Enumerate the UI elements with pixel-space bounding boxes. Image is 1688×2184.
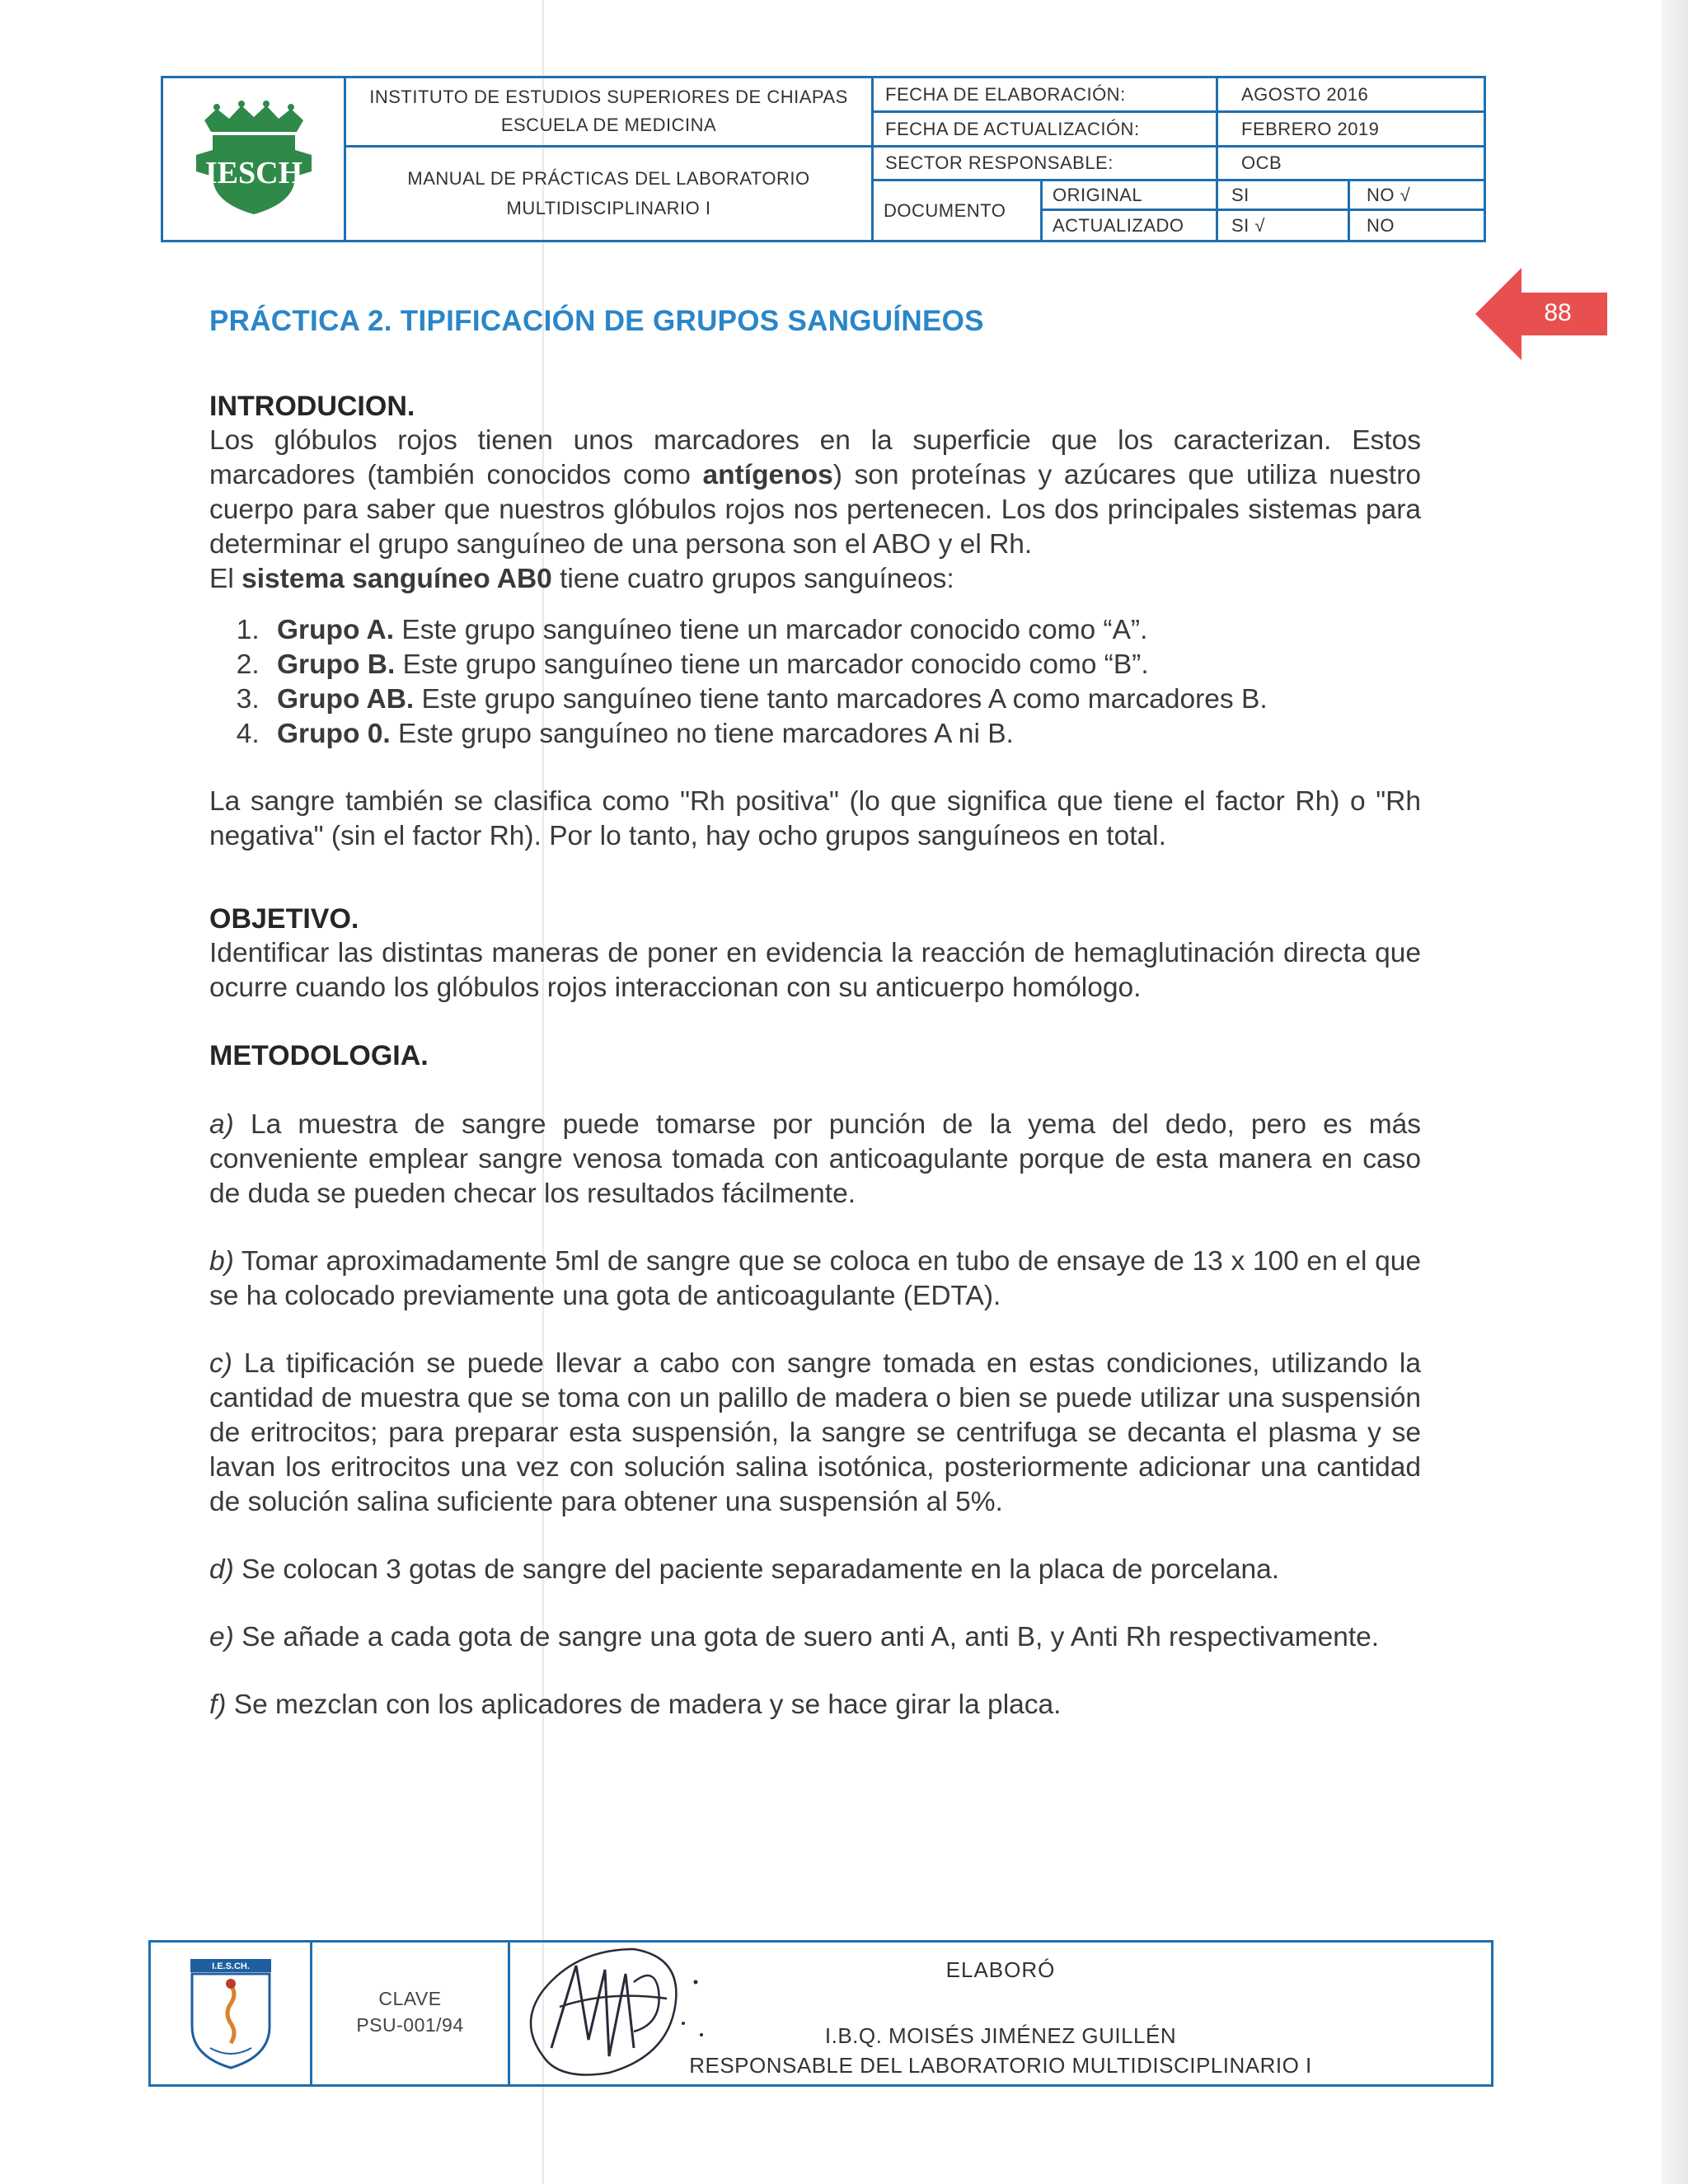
actualizado-no: NO <box>1367 214 1395 236</box>
metodologia-heading: METODOLOGIA. <box>209 1040 429 1071</box>
row-original <box>1043 181 1484 211</box>
row-fecha-elaboracion <box>874 78 1484 113</box>
original-no: NO √ <box>1367 184 1411 205</box>
method-step-f: f) Se mezclan con los aplicadores de madera y se hace girar la placa. <box>209 1690 1062 1720</box>
header-info-grid <box>874 78 1484 240</box>
crest-shield-icon <box>185 1956 276 2071</box>
sector-label: SECTOR RESPONSABLE: <box>874 148 1218 179</box>
fecha-elaboracion-value: AGOSTO 2016 <box>1241 83 1369 105</box>
clave-cell <box>312 1943 510 2084</box>
iesch-logo-icon <box>188 97 320 221</box>
iesch-logo <box>163 78 346 240</box>
document-body <box>209 305 1421 1722</box>
practice-title: PRÁCTICA 2. TIPIFICACIÓN DE GRUPOS SANGUÍNEOS <box>209 305 984 337</box>
original-label: ORIGINAL <box>1043 181 1218 209</box>
row-actualizado <box>1043 211 1484 240</box>
author-name: I.B.Q. MOISÉS JIMÉNEZ GUILLÉN <box>824 2023 1177 2048</box>
institute-name <box>346 78 874 148</box>
document-header-table <box>161 76 1486 242</box>
signature-cell <box>510 1943 1491 2084</box>
original-si: SI <box>1218 181 1350 209</box>
institute-line-1: INSTITUTO DE ESTUDIOS SUPERIORES DE CHIAPAS <box>369 87 848 107</box>
elaboro-label: ELABORÓ <box>945 1957 1056 1982</box>
svg-text:IESCH: IESCH <box>204 156 302 190</box>
method-step-b: b) Tomar aproximadamente 5ml de sangre que se coloca en tubo de ensaye de 13 x 100 en el que se ha colocado previamente una gota de anticoagulante (EDTA). <box>209 1246 1421 1311</box>
clave-value: PSU-001/94 <box>356 2014 464 2036</box>
objetivo-heading: OBJETIVO. <box>209 903 359 935</box>
method-step-c: c) La tipificación se puede llevar a cabo con sangre tomada en estas condiciones, utilizando la cantidad de muestra que se toma con un palillo de madera o bien se puede utilizar una suspensión de eritrocitos; para preparar esta suspensión, la sangre se centrifuga se decanta el plasma y se lavan los eritrocitos una vez con solución salina isotónica, posteriormente adicionar una cantidad de solución salina suficiente para obtener una suspensión al 5%. <box>209 1348 1421 1517</box>
objetivo-text: Identificar las distintas maneras de poner en evidencia la reacción de hemaglutinación directa que ocurre cuando los glóbulos rojos interaccionan con su anticuerpo homólogo. <box>209 938 1421 1003</box>
manual-name <box>346 148 874 240</box>
fecha-actualizacion-value: FEBRERO 2019 <box>1241 118 1380 139</box>
document-footer-table <box>148 1940 1493 2087</box>
intro-paragraph-2: El sistema sanguíneo AB0 tiene cuatro grupos sanguíneos: <box>209 564 954 594</box>
abo-system-term: sistema sanguíneo AB0 <box>241 564 552 594</box>
list-item: 4. Grupo 0. Este grupo sanguíneo no tiene marcadores A ni B. <box>267 717 1421 752</box>
list-item: 1. Grupo A. Este grupo sanguíneo tiene un marcador conocido como “A”. <box>267 613 1421 648</box>
fecha-elaboracion-label: FECHA DE ELABORACIÓN: <box>874 78 1218 110</box>
clave-label: CLAVE <box>378 1988 442 2009</box>
method-step-e: e) Se añade a cada gota de sangre una gota de suero anti A, anti B, y Anti Rh respectivamente. <box>209 1622 1380 1652</box>
method-step-d: d) Se colocan 3 gotas de sangre del paciente separadamente en la placa de porcelana. <box>209 1554 1280 1585</box>
author-role: RESPONSABLE DEL LABORATORIO MULTIDISCIPLINARIO I <box>689 2053 1312 2078</box>
actualizado-si: SI √ <box>1218 211 1350 240</box>
svg-text:I.E.S.CH.: I.E.S.CH. <box>211 1961 250 1971</box>
page-number: 88 <box>1544 299 1572 326</box>
antigenos-term: antígenos <box>702 460 833 490</box>
list-item: 2. Grupo B. Este grupo sanguíneo tiene un marcador conocido como “B”. <box>267 648 1421 682</box>
method-step-a: a) La muestra de sangre puede tomarse por punción de la yema del dedo, pero es más conveniente emplear sangre venosa tomada con anticoagulante porque de esta manera en caso de duda se pueden checar los resultados fácilmente. <box>209 1109 1421 1209</box>
list-item: 3. Grupo AB. Este grupo sanguíneo tiene tanto marcadores A como marcadores B. <box>267 682 1421 717</box>
row-fecha-actualizacion <box>874 113 1484 148</box>
row-sector <box>874 148 1484 181</box>
intro-paragraph-1: Los glóbulos rojos tienen unos marcadores en la superficie que los caracterizan. Estos marcadores (también conocidos como antígenos) son proteínas y azúcares que utiliza nuestro cuerpo para saber que nuestros glóbulos rojos nos pertenecen. Los dos principales sistemas para determinar el grupo sanguíneo de una persona son el ABO y el Rh. <box>209 425 1421 560</box>
manual-line-2: MULTIDISCIPLINARIO I <box>506 198 711 218</box>
actualizado-label: ACTUALIZADO <box>1043 211 1218 240</box>
manual-line-1: MANUAL DE PRÁCTICAS DEL LABORATORIO <box>407 168 810 189</box>
crest-logo <box>151 1943 312 2084</box>
intro-heading: INTRODUCION. <box>209 391 415 422</box>
blood-groups-list <box>209 613 1421 752</box>
institute-line-2: ESCUELA DE MEDICINA <box>500 115 717 135</box>
intro-paragraph-3: La sangre también se clasifica como "Rh positiva" (lo que significa que tiene el factor Rh) o "Rh negativa" (sin el factor Rh). Por lo tanto, hay ocho grupos sanguíneos en total. <box>209 786 1421 851</box>
fecha-actualizacion-label: FECHA DE ACTUALIZACIÓN: <box>874 113 1218 145</box>
page-edge <box>1662 0 1688 2184</box>
documento-label: DOCUMENTO <box>874 181 1043 240</box>
sector-value: OCB <box>1241 152 1282 173</box>
